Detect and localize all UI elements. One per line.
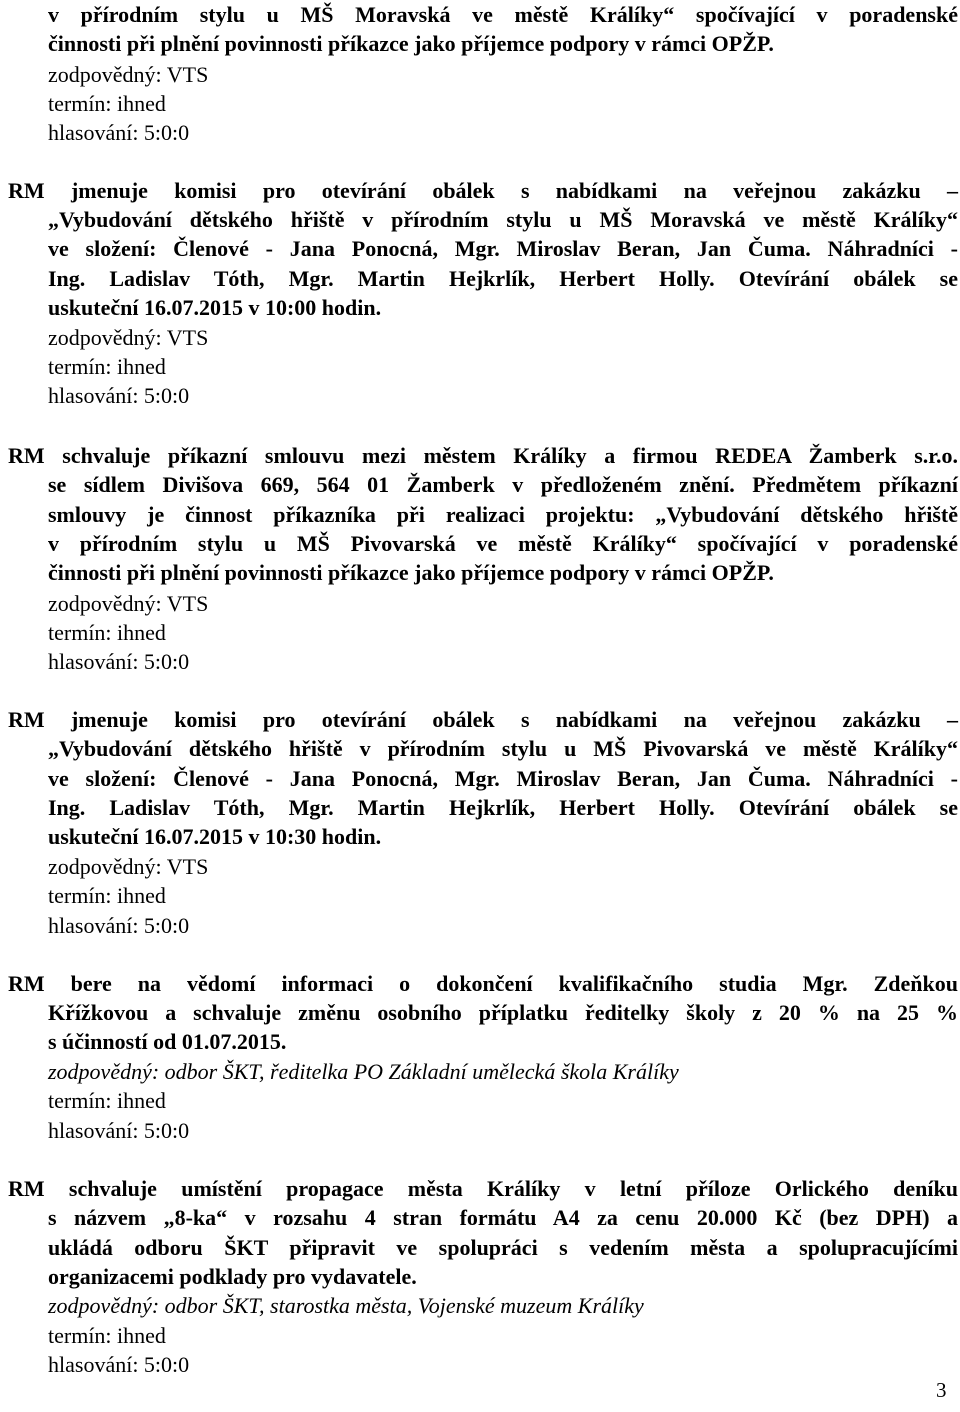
vote-line: hlasování: 5:0:0 <box>48 649 190 674</box>
resolution-text-line: s názvem „8-ka“ v rozsahu 4 stran formátu A4 za cenu 20.000 Kč (bez DPH) a <box>48 1205 958 1230</box>
resolution-text-line: se sídlem Divišova 669, 564 01 Žamberk v předloženém znění. Předmětem příkazní <box>48 472 958 497</box>
vote-line: hlasování: 5:0:0 <box>48 120 190 145</box>
resolution-text-line: RM bere na vědomí informaci o dokončení kvalifikačního studia Mgr. Zdeňkou <box>8 971 958 996</box>
resolution-text-line: ukládá odboru ŠKT připravit ve spolupráci s vedením města a spolupracujícími <box>48 1235 958 1260</box>
resolution-text-line: uskuteční 16.07.2015 v 10:30 hodin. <box>48 824 382 849</box>
resolution-text-line: v přírodním stylu u MŠ Pivovarská ve městě Králíky“ spočívající v poradenské <box>48 531 958 556</box>
resolution-text-line: uskuteční 16.07.2015 v 10:00 hodin. <box>48 295 382 320</box>
responsible-line: zodpovědný: VTS <box>48 854 209 879</box>
responsible-line: zodpovědný: VTS <box>48 591 209 616</box>
resolution-text-line: s účinností od 01.07.2015. <box>48 1029 287 1054</box>
responsible-line: zodpovědný: VTS <box>48 62 209 87</box>
deadline-line: termín: ihned <box>48 620 166 645</box>
responsible-line: zodpovědný: odbor ŠKT, starostka města, Vojenské muzeum Králíky <box>48 1293 644 1318</box>
deadline-line: termín: ihned <box>48 91 166 116</box>
resolution-text-line: Křížkovou a schvaluje změnu osobního příplatku ředitelky školy z 20 % na 25 % <box>48 1000 958 1025</box>
responsible-line: zodpovědný: odbor ŠKT, ředitelka PO Základní umělecká škola Králíky <box>48 1059 679 1084</box>
resolution-text-line: činnosti při plnění povinnosti příkazce jako příjemce podpory v rámci OPŽP. <box>48 560 774 585</box>
resolution-text-line: RM schvaluje umístění propagace města Králíky v letní příloze Orlického deníku <box>8 1176 958 1201</box>
resolution-text-line: ve složení: Členové - Jana Ponocná, Mgr. Miroslav Beran, Jan Čuma. Náhradníci - <box>48 236 958 261</box>
resolution-text-line: Ing. Ladislav Tóth, Mgr. Martin Hejkrlík, Herbert Holly. Otevírání obálek se <box>48 266 958 291</box>
deadline-line: termín: ihned <box>48 883 166 908</box>
vote-line: hlasování: 5:0:0 <box>48 913 190 938</box>
vote-line: hlasování: 5:0:0 <box>48 1118 190 1143</box>
resolution-text-line: „Vybudování dětského hřiště v přírodním stylu u MŠ Moravská ve městě Králíky“ <box>48 207 958 232</box>
resolution-text-line: RM jmenuje komisi pro otevírání obálek s nabídkami na veřejnou zakázku – <box>8 178 958 203</box>
deadline-line: termín: ihned <box>48 1088 166 1113</box>
responsible-line: zodpovědný: VTS <box>48 325 209 350</box>
resolution-text-line: RM schvaluje příkazní smlouvu mezi městem Králíky a firmou REDEA Žamberk s.r.o. <box>8 443 958 468</box>
deadline-line: termín: ihned <box>48 354 166 379</box>
resolution-text-line: „Vybudování dětského hřiště v přírodním stylu u MŠ Pivovarská ve městě Králíky“ <box>48 736 958 761</box>
page-number: 3 <box>936 1378 947 1402</box>
resolution-text-line: organizacemi podklady pro vydavatele. <box>48 1264 417 1289</box>
resolution-text-line: ve složení: Členové - Jana Ponocná, Mgr. Miroslav Beran, Jan Čuma. Náhradníci - <box>48 766 958 791</box>
resolution-text-line: v přírodním stylu u MŠ Moravská ve městě Králíky“ spočívající v poradenské <box>48 2 958 27</box>
resolution-text-line: Ing. Ladislav Tóth, Mgr. Martin Hejkrlík, Herbert Holly. Otevírání obálek se <box>48 795 958 820</box>
vote-line: hlasování: 5:0:0 <box>48 1352 190 1377</box>
resolution-text-line: činnosti při plnění povinnosti příkazce jako příjemce podpory v rámci OPŽP. <box>48 31 774 56</box>
resolution-text-line: RM jmenuje komisi pro otevírání obálek s nabídkami na veřejnou zakázku – <box>8 707 958 732</box>
resolution-text-line: smlouvy je činnost příkazníka při realizaci projektu: „Vybudování dětského hřiště <box>48 502 958 527</box>
deadline-line: termín: ihned <box>48 1323 166 1348</box>
vote-line: hlasování: 5:0:0 <box>48 383 190 408</box>
